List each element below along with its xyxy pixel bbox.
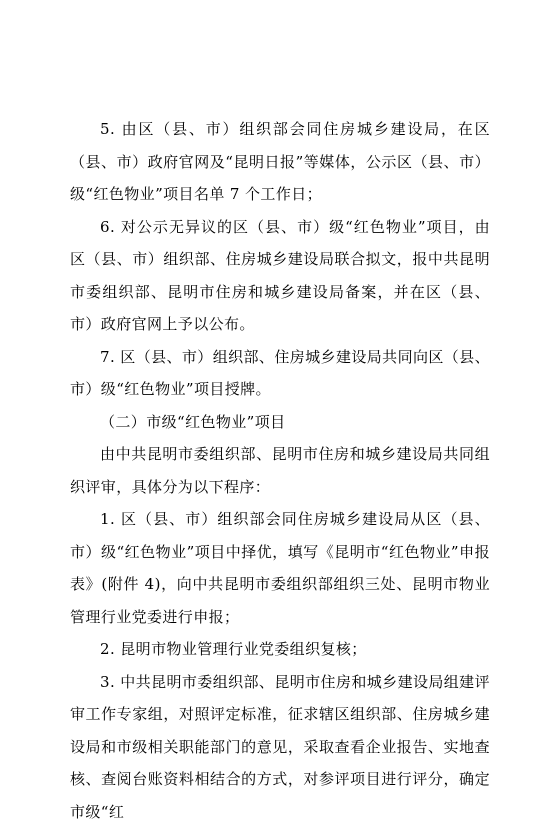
paragraph-city-intro: 由中共昆明市委组织部、昆明市住房和城乡建设局共同组织评审，具体分为以下程序： (70, 438, 490, 503)
paragraph-step-6: 6. 对公示无异议的区（县、市）级“红色物业”项目，由区（县、市）组织部、住房城乡建设局联合拟文，报中共昆明市委组织部、昆明市住房和城乡建设局备案，并在区（县、市）政府官网上予以公布。 (70, 211, 490, 341)
paragraph-city-step-3: 3. 中共昆明市委组织部、昆明市住房和城乡建设局组建评审工作专家组，对照评定标准，征求辖区组织部、住房城乡建设局和市级相关职能部门的意见，采取查看企业报告、实地查核、查阅台账资料相结合的方式，对参评项目进行评分，确定市级“红 (70, 666, 490, 828)
paragraph-city-step-2: 2. 昆明市物业管理行业党委组织复核； (70, 633, 490, 666)
paragraph-city-step-1: 1. 区（县、市）组织部会同住房城乡建设局从区（县、市）级“红色物业”项目中择优，填写《昆明市“红色物业”申报表》(附件 4)，向中共昆明市委组织部组织三处、昆明市物业管理行业党委进行申报； (70, 503, 490, 633)
document-body (70, 113, 490, 828)
section-heading-city-level: （二）市级“红色物业”项目 (70, 406, 490, 439)
paragraph-step-7: 7. 区（县、市）组织部、住房城乡建设局共同向区（县、市）级“红色物业”项目授牌。 (70, 341, 490, 406)
paragraph-step-5: 5. 由区（县、市）组织部会同住房城乡建设局，在区（县、市）政府官网及“昆明日报”等媒体，公示区（县、市）级“红色物业”项目名单 7 个工作日； (70, 113, 490, 211)
